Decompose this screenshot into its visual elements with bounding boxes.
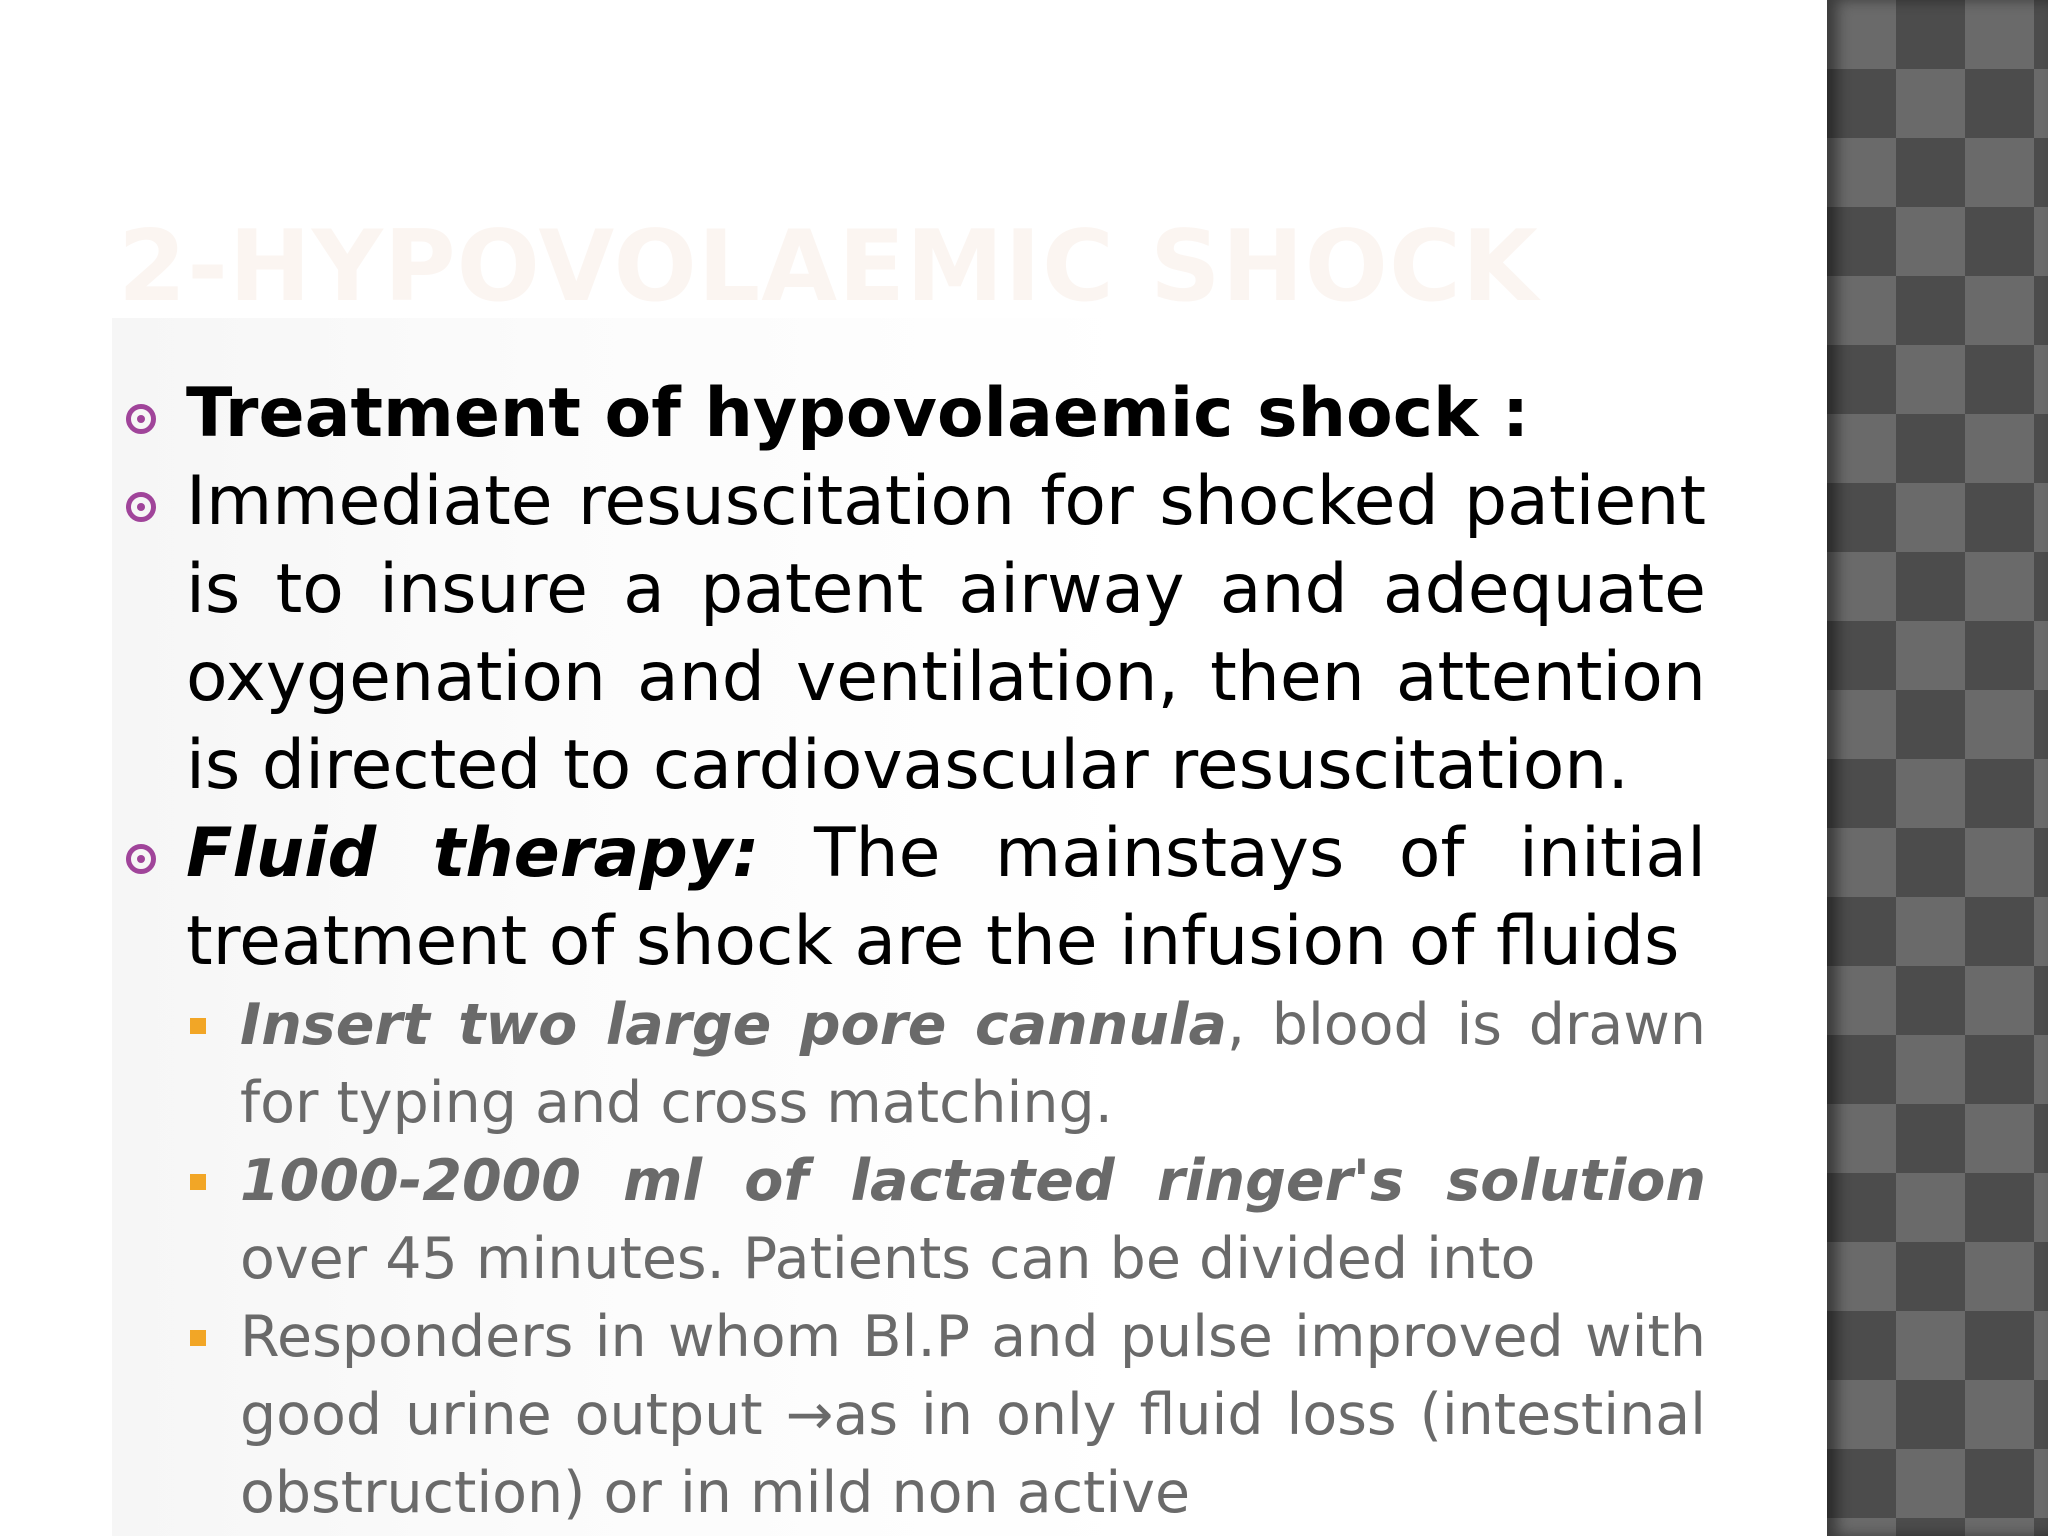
sub-bullet-text: , blood is drawn for typing and cross matching. (240, 992, 1707, 1136)
square-bullet-icon (190, 1330, 206, 1346)
bullet-item (126, 370, 1706, 458)
circle-bullet-icon (126, 844, 156, 874)
sub-bullet-text: as in only fluid loss (intestinal obstruction) or in mild non active (240, 1382, 1706, 1526)
sub-bullet-item (240, 986, 1706, 1142)
circle-bullet-icon (126, 492, 156, 522)
bullet-text: The mainstays of initial treatment of shock are the infusion of fluids (186, 814, 1706, 981)
bullet-text: Immediate resuscitation for shocked patient is to insure a patent airway and adequate oxygenation and ventilation, then attention is directed to cardiovascular resuscitation. (186, 462, 1706, 805)
decorative-side-pattern (1827, 0, 2048, 1536)
sub-bullet-lead: 1000-2000 ml of lactated ringer's solution (240, 1148, 1706, 1214)
bullet-list (126, 370, 1706, 1532)
square-bullet-icon (190, 1018, 206, 1034)
bullet-text: Treatment of hypovolaemic shock : (186, 374, 1530, 453)
sub-bullet-text: Responders in whom Bl.P and pulse improved with good urine output (240, 1304, 1706, 1448)
sub-bullet-item (240, 1142, 1706, 1298)
circle-bullet-icon (126, 404, 156, 434)
bullet-item (126, 810, 1706, 986)
bullet-item (126, 458, 1706, 810)
square-bullet-icon (190, 1174, 206, 1190)
sub-bullet-lead: Insert two large pore cannula (240, 992, 1227, 1058)
sub-bullet-item (240, 1298, 1706, 1532)
slide-title: 2-HYPOVOLAEMIC SHOCK (118, 210, 1539, 324)
sub-bullet-text: over 45 minutes. Patients can be divided into (240, 1226, 1536, 1292)
right-arrow-icon: → (785, 1382, 834, 1448)
bullet-lead: Fluid therapy: (186, 814, 760, 893)
